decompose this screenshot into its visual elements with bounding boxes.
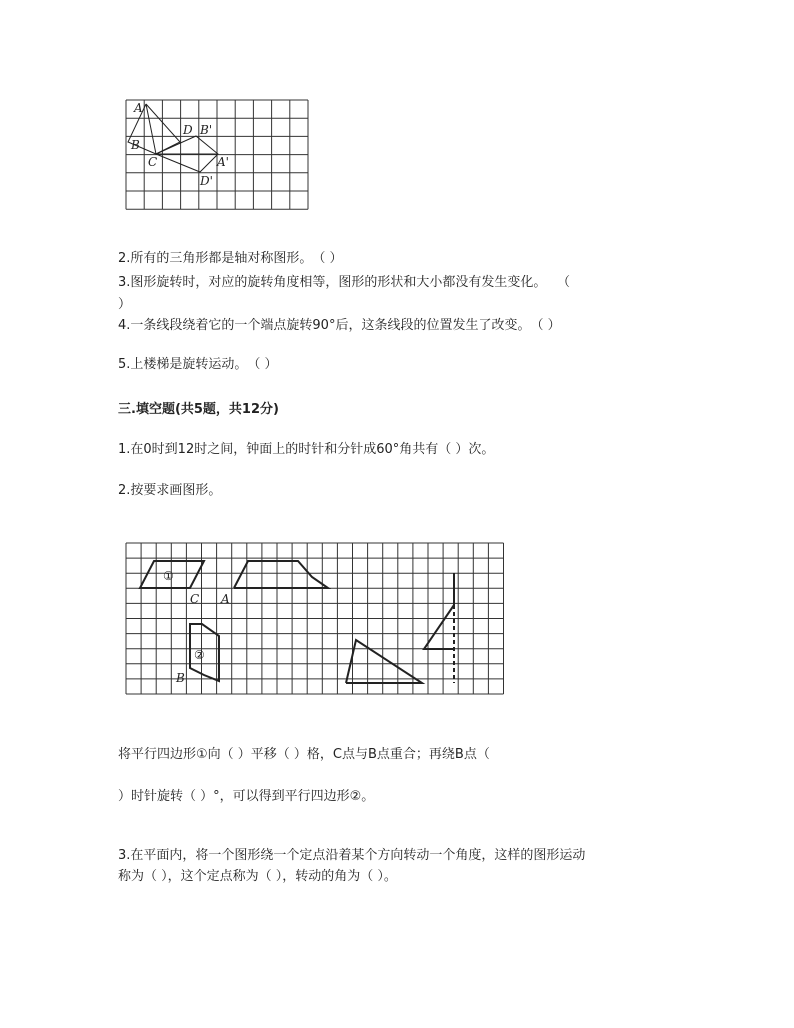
question-fill-2-title: 2.按要求画图形。 (118, 483, 222, 498)
question-judge-2: 2.所有的三角形都是轴对称图形。 （ ） (118, 251, 343, 266)
shape-A (234, 561, 328, 588)
label-C: C (190, 592, 200, 606)
circle-number-1: ① (163, 569, 174, 583)
label-D-prime: D' (200, 174, 213, 188)
parallelogram-grid-figure (124, 543, 504, 703)
label-A: A (134, 101, 143, 115)
circle-number-2: ② (194, 648, 205, 662)
shape-lines (140, 561, 454, 683)
section-title: 三.填空题(共5题，共12分) (118, 402, 279, 417)
label-A: A (221, 592, 230, 606)
question-fill-3-line1: 3.在平面内，将一个图形绕一个定点沿着某个方向转动一个角度，这样的图形运动 (118, 848, 586, 863)
question-judge-5: 5.上楼梯是旋转运动。 （ ） (118, 357, 278, 372)
question-fill-1: 1.在0时到12时之间，钟面上的时针和分针成60°角共有（ ）次。 (118, 442, 495, 457)
question-judge-4: 4.一条线段绕着它的一个端点旋转90°后，这条线段的位置发生了改变。 （ ） (118, 318, 561, 333)
question-fill-2-line2: ）时针旋转（ ）°，可以得到平行四边形②。 (118, 789, 375, 804)
label-B: B (176, 671, 185, 685)
label-C: C (148, 155, 158, 169)
label-D: D (183, 123, 193, 137)
label-B: B (131, 138, 140, 152)
label-A-prime: A' (217, 155, 229, 169)
label-B-prime: B' (200, 123, 213, 137)
question-fill-2-line1: 将平行四边形①向（ ）平移（ ）格，C点与B点重合；再绕B点（ (118, 747, 490, 762)
question-judge-3: 3.图形旋转时，对应的旋转角度相等，图形的形状和大小都没有发生变化。 （ (118, 275, 571, 290)
rotation-grid-figure (120, 100, 320, 215)
question-judge-3-cont: ） (118, 297, 132, 312)
question-fill-3-line2: 称为（ ），这个定点称为（ ），转动的角为（ ）。 (118, 869, 397, 884)
triangle (346, 640, 422, 683)
